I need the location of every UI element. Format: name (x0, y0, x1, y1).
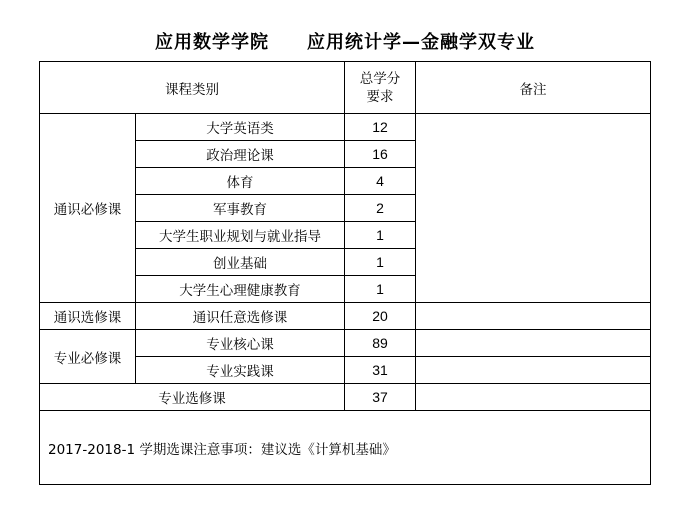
credit-value: 31 (345, 357, 416, 384)
course-name: 军事教育 (136, 195, 345, 222)
group-general-elective: 通识选修课 (40, 303, 136, 330)
credit-value: 12 (345, 114, 416, 141)
course-name: 大学生职业规划与就业指导 (136, 222, 345, 249)
course-name: 创业基础 (136, 249, 345, 276)
credit-value: 1 (345, 222, 416, 249)
major-name: 应用统计学—金融学双专业 (307, 32, 535, 53)
remarks-cell (416, 303, 651, 330)
course-name: 政治理论课 (136, 141, 345, 168)
table-row (40, 330, 651, 357)
credit-value: 37 (345, 384, 416, 411)
table-header-row (40, 62, 651, 114)
course-name: 专业核心课 (136, 330, 345, 357)
course-name: 体育 (136, 168, 345, 195)
remarks-cell (416, 384, 651, 411)
header-credits (345, 62, 416, 114)
credit-value: 20 (345, 303, 416, 330)
remarks-cell (416, 114, 651, 303)
header-credits-label: 总学分要求 (359, 70, 401, 105)
remarks-cell (416, 357, 651, 384)
course-name: 大学生心理健康教育 (136, 276, 345, 303)
page-title (0, 28, 690, 54)
credit-value: 1 (345, 276, 416, 303)
course-name: 专业实践课 (136, 357, 345, 384)
group-general-required: 通识必修课 (40, 114, 136, 303)
course-name: 通识任意选修课 (136, 303, 345, 330)
credit-value: 1 (345, 249, 416, 276)
note-row (40, 411, 651, 485)
registration-note: 2017-2018-1 学期选课注意事项：建议选《计算机基础》 (40, 411, 651, 485)
credit-value: 89 (345, 330, 416, 357)
header-remarks: 备注 (416, 62, 651, 114)
credit-value: 2 (345, 195, 416, 222)
credit-table (39, 61, 651, 485)
credit-value: 16 (345, 141, 416, 168)
table-row (40, 384, 651, 411)
credit-value: 4 (345, 168, 416, 195)
table-row (40, 114, 651, 141)
school-name: 应用数学学院 (155, 32, 269, 53)
remarks-cell (416, 330, 651, 357)
course-name: 大学英语类 (136, 114, 345, 141)
group-major-required: 专业必修课 (40, 330, 136, 384)
group-major-elective: 专业选修课 (40, 384, 345, 411)
header-category: 课程类别 (40, 62, 345, 114)
table-row (40, 303, 651, 330)
